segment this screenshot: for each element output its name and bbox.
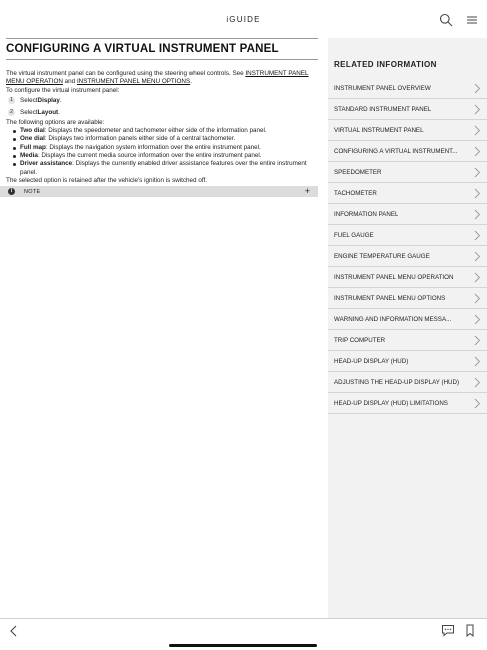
intro-paragraph (6, 70, 318, 87)
option-text: : Displays the current media source information over the entire instrument panel. (37, 152, 262, 160)
chevron-right-icon (473, 293, 481, 304)
related-item[interactable] (328, 120, 487, 141)
options-text: The following options are available: (6, 118, 105, 126)
chevron-right-icon (473, 104, 481, 115)
related-item-label: CONFIGURING A VIRTUAL INSTRUMENT... (334, 147, 458, 155)
related-item-label: STANDARD INSTRUMENT PANEL (334, 105, 432, 113)
intro-and: and (62, 78, 77, 86)
option-item (6, 160, 318, 177)
option-text: : Displays the speedometer and tachometer either side of the information panel. (44, 127, 267, 135)
link-instrument-panel-menu-options[interactable]: INSTRUMENT PANEL MENU OPTIONS (76, 78, 191, 86)
related-item-label: INSTRUMENT PANEL MENU OPERATION (334, 273, 454, 281)
chevron-right-icon (473, 146, 481, 157)
chevron-right-icon (473, 272, 481, 283)
option-item (6, 144, 318, 152)
main-content (6, 38, 318, 197)
related-item-label: TACHOMETER (334, 189, 377, 197)
chevron-right-icon (473, 209, 481, 220)
option-bold: Full map (20, 143, 46, 151)
intro-end: . (190, 78, 192, 86)
home-indicator (169, 644, 317, 647)
step-bold: Layout (37, 108, 59, 116)
related-item[interactable] (328, 330, 487, 351)
top-bar (0, 0, 487, 38)
related-item[interactable] (328, 99, 487, 120)
option-bold: Media (20, 152, 38, 160)
step-suffix: . (59, 96, 62, 104)
related-item-label: FUEL GAUGE (334, 231, 374, 239)
related-item[interactable] (328, 309, 487, 330)
step-2 (6, 107, 318, 119)
configure-text: To configure the virtual instrument panel: (6, 86, 120, 94)
option-item (6, 127, 318, 135)
step-1 (6, 95, 318, 107)
step-number: 2 (8, 109, 15, 116)
related-item-label: VIRTUAL INSTRUMENT PANEL (334, 126, 424, 134)
related-information-title: RELATED INFORMATION (334, 60, 437, 69)
related-item-label: ENGINE TEMPERATURE GAUGE (334, 252, 430, 260)
option-bold: One dial (20, 135, 45, 143)
related-item[interactable] (328, 162, 487, 183)
chevron-right-icon (473, 167, 481, 178)
related-item-label: INSTRUMENT PANEL OVERVIEW (334, 84, 431, 92)
note-label: NOTE (24, 188, 41, 195)
related-information-sidebar (328, 38, 487, 618)
related-item-label: WARNING AND INFORMATION MESSA... (334, 315, 452, 323)
option-text: : Displays the currently enabled driver assistance features over the entire instrument panel. (20, 160, 307, 176)
related-item-label: SPEEDOMETER (334, 168, 382, 176)
retained-text: The selected option is retained after the vehicle's ignition is switched off. (6, 176, 207, 184)
related-item[interactable] (328, 372, 487, 393)
related-item-label: INSTRUMENT PANEL MENU OPTIONS (334, 294, 446, 302)
related-item[interactable] (328, 141, 487, 162)
chevron-right-icon (473, 398, 481, 409)
chevron-right-icon (473, 356, 481, 367)
related-item[interactable] (328, 246, 487, 267)
option-text: : Displays two information panels either side of a central tachometer. (44, 135, 236, 143)
related-item-label: ADJUSTING THE HEAD-UP DISPLAY (HUD) (334, 378, 460, 386)
related-item[interactable] (328, 204, 487, 225)
search-icon[interactable] (439, 13, 453, 27)
related-item[interactable] (328, 225, 487, 246)
option-bold: Two dial (20, 127, 45, 135)
chevron-right-icon (473, 377, 481, 388)
related-item-label: INFORMATION PANEL (334, 210, 399, 218)
step-prefix: Select (20, 96, 38, 104)
back-icon[interactable] (9, 624, 19, 638)
related-item[interactable] (328, 78, 487, 99)
related-item-label: HEAD-UP DISPLAY (HUD) (334, 357, 409, 365)
related-item[interactable] (328, 267, 487, 288)
bottom-bar (0, 618, 487, 650)
step-suffix: . (58, 108, 60, 116)
chat-icon[interactable] (441, 624, 455, 637)
step-prefix: Select (20, 108, 38, 116)
chevron-right-icon (473, 335, 481, 346)
related-item[interactable] (328, 351, 487, 372)
related-item[interactable] (328, 183, 487, 204)
chevron-right-icon (473, 230, 481, 241)
related-item-label: HEAD-UP DISPLAY (HUD) LIMITATIONS (334, 399, 448, 407)
option-item (6, 135, 318, 143)
note-expander[interactable] (0, 186, 318, 197)
option-item (6, 152, 318, 160)
step-bold: Display (37, 96, 60, 104)
chevron-right-icon (473, 188, 481, 199)
expand-plus-icon[interactable]: + (304, 186, 310, 197)
step-number: 1 (8, 97, 15, 104)
option-text: : Displays the navigation system information over the entire instrument panel. (45, 143, 261, 151)
intro-text: The virtual instrument panel can be configured using the steering wheel controls. See (6, 70, 246, 77)
related-item[interactable] (328, 288, 487, 309)
link-instrument-panel-menu-operation[interactable]: INSTRUMENT PANEL MENU OPERATION (6, 70, 309, 86)
options-list (6, 127, 318, 177)
option-bold: Driver assistance (20, 160, 73, 168)
related-list (328, 78, 487, 414)
related-item[interactable] (328, 393, 487, 414)
chevron-right-icon (473, 125, 481, 136)
title-divider-bottom (6, 59, 318, 60)
menu-icon[interactable] (465, 13, 479, 27)
bookmark-icon[interactable] (465, 624, 475, 637)
page-title: CONFIGURING A VIRTUAL INSTRUMENT PANEL (6, 43, 279, 55)
chevron-right-icon (473, 83, 481, 94)
app-title: iGUIDE (226, 15, 261, 24)
chevron-right-icon (473, 314, 481, 325)
chevron-right-icon (473, 251, 481, 262)
article-body (6, 70, 318, 185)
info-icon: i (8, 188, 15, 195)
related-item-label: TRIP COMPUTER (334, 336, 386, 344)
